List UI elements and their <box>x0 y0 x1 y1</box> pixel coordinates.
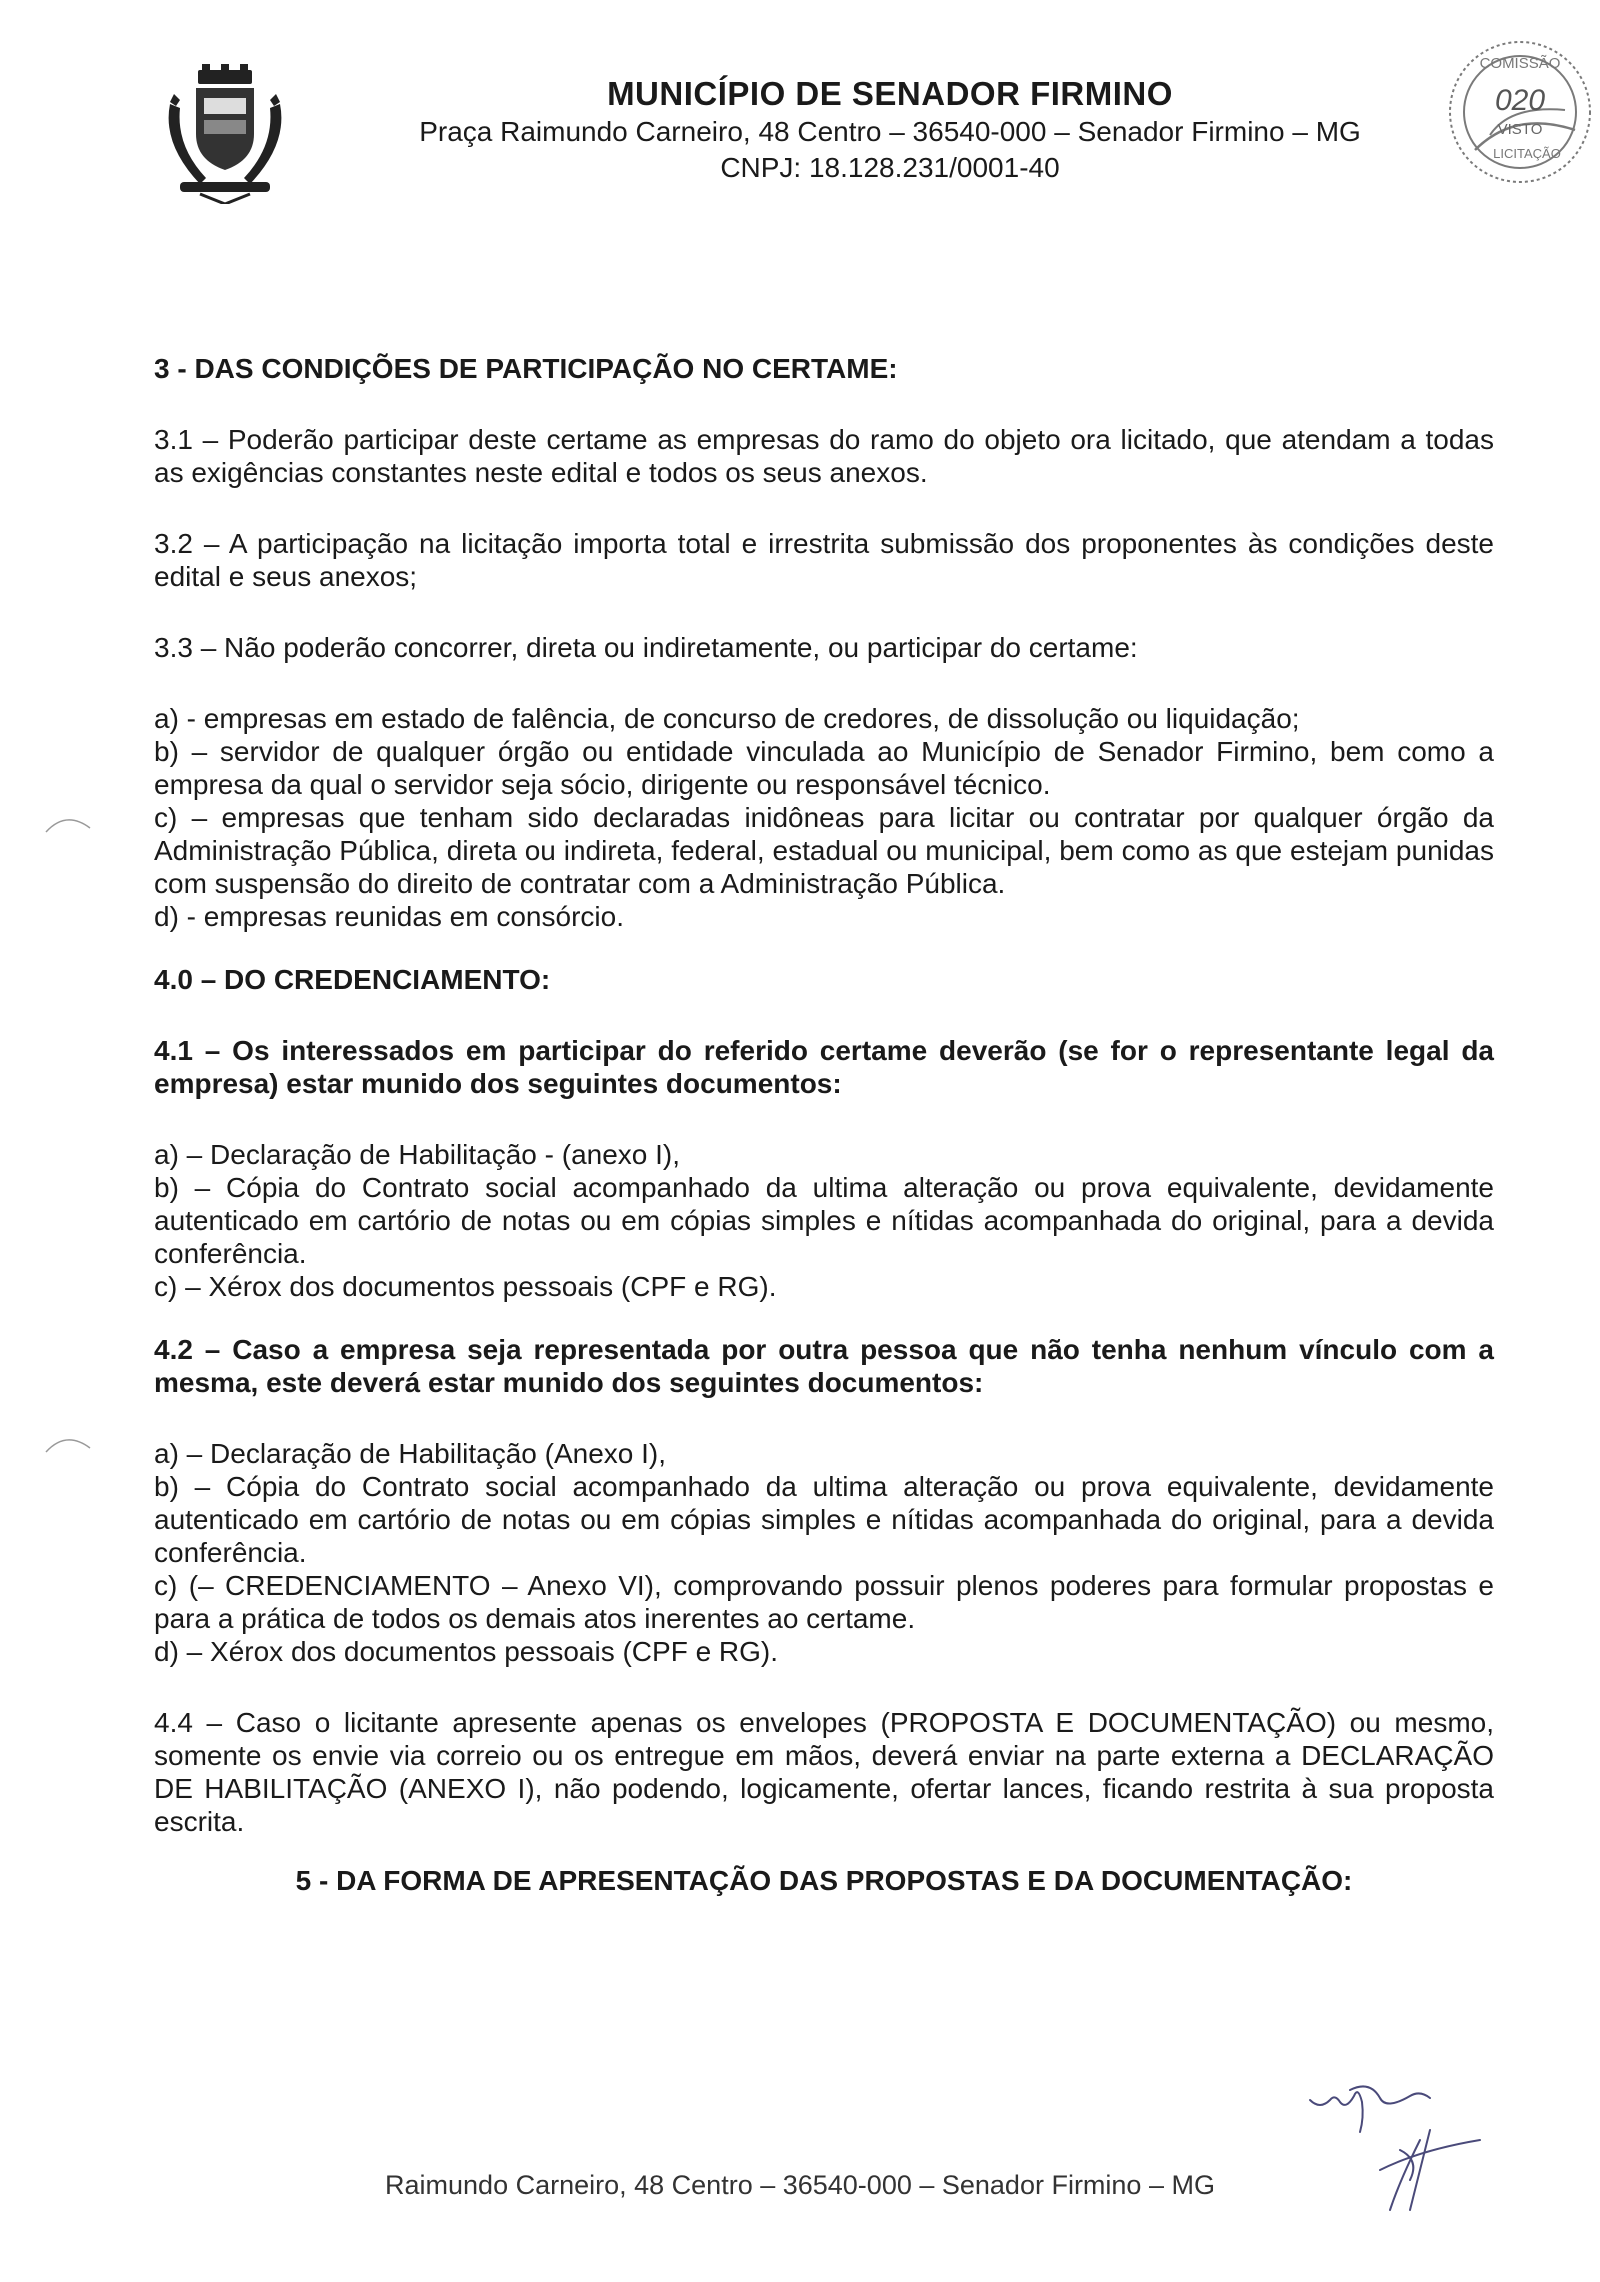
svg-text:LICITAÇÃO: LICITAÇÃO <box>1493 146 1561 161</box>
clause-4-1-b: b) – Cópia do Contrato social acompanhado da ultima alteração ou prova equivalente, devidamente autenticado em cartório de notas ou em cópias simples e nítidas acompanhada do original, para a devida conferência. <box>154 1172 1494 1269</box>
clause-4-2-b: b) – Cópia do Contrato social acompanhado da ultima alteração ou prova equivalente, devidamente autenticado em cartório de notas ou em cópias simples e nítidas acompanhada do original, para a devida conferência. <box>154 1471 1494 1568</box>
clause-4-2-c: c) (– CREDENCIAMENTO – Anexo VI), comprovando possuir plenos poderes para formular propostas e para a prática de todos os demais atos inerentes ao certame. <box>154 1570 1494 1634</box>
municipality-cnpj: CNPJ: 18.128.231/0001-40 <box>720 152 1060 183</box>
clause-4-1-c: c) – Xérox dos documentos pessoais (CPF e RG). <box>154 1271 777 1302</box>
clause-3-3-d: d) - empresas reunidas em consórcio. <box>154 901 624 932</box>
section-3-title: 3 - DAS CONDIÇÕES DE PARTICIPAÇÃO NO CERTAME: <box>154 353 898 384</box>
municipal-coat-of-arms-icon <box>160 64 290 204</box>
svg-text:020: 020 <box>1494 84 1546 117</box>
svg-text:VISTO: VISTO <box>1497 121 1543 138</box>
clause-3-3-a: a) - empresas em estado de falência, de concurso de credores, de dissolução ou liquidação; <box>154 703 1300 734</box>
clause-4-2-d: d) – Xérox dos documentos pessoais (CPF e RG). <box>154 1636 779 1667</box>
clause-3-3-c: c) – empresas que tenham sido declaradas inidôneas para licitar ou contratar por qualquer órgão da Administração Pública, direta ou indireta, federal, estadual ou municipal, bem como as que estejam punidas com suspensão do direito de contratar com a Administração Pública. <box>154 802 1494 899</box>
section-5-title: 5 - DA FORMA DE APRESENTAÇÃO DAS PROPOSTAS E DA DOCUMENTAÇÃO: <box>295 1865 1353 1896</box>
page-footer: Raimundo Carneiro, 48 Centro – 36540-000 – Senador Firmino – MG <box>385 2170 1215 2200</box>
clause-3-3-b: b) – servidor de qualquer órgão ou entidade vinculada ao Município de Senador Firmino, bem como a empresa da qual o servidor seja sócio, dirigente ou responsável técnico. <box>154 736 1494 800</box>
clause-4-2-a: a) – Declaração de Habilitação (Anexo I), <box>154 1438 667 1469</box>
municipality-title: MUNICÍPIO DE SENADOR FIRMINO <box>607 75 1173 112</box>
letterhead <box>160 64 1440 214</box>
clause-3-2: 3.2 – A participação na licitação importa total e irrestrita submissão dos proponentes às condições deste edital e seus anexos; <box>154 528 1494 592</box>
clause-3-3: 3.3 – Não poderão concorrer, direta ou indiretamente, ou participar do certame: <box>154 632 1138 663</box>
clause-4-1: 4.1 – Os interessados em participar do referido certame deverão (se for o representante legal da empresa) estar munido dos seguintes documentos: <box>154 1035 1494 1099</box>
section-4-title: 4.0 – DO CREDENCIAMENTO: <box>154 964 551 995</box>
clause-4-2: 4.2 – Caso a empresa seja representada por outra pessoa que não tenha nenhum vínculo com a mesma, este deverá estar munido dos seguintes documentos: <box>154 1334 1494 1398</box>
clause-4-4: 4.4 – Caso o licitante apresente apenas os envelopes (PROPOSTA E DOCUMENTAÇÃO) ou mesmo, somente os envie via correio ou os entregue em mãos, deverá enviar na parte externa a DECLARAÇÃO DE HABILITAÇÃO (ANEXO I), não podendo, logicamente, ofertar lances, ficando restrita à sua proposta escrita. <box>154 1707 1494 1837</box>
punch-mark <box>44 806 94 836</box>
edital-body <box>154 352 1494 1897</box>
punch-mark <box>44 1426 94 1456</box>
commission-stamp <box>1435 30 1595 200</box>
municipality-address: Praça Raimundo Carneiro, 48 Centro – 36540-000 – Senador Firmino – MG <box>419 116 1361 147</box>
svg-text:COMISSÃO: COMISSÃO <box>1479 55 1561 72</box>
clause-3-1: 3.1 – Poderão participar deste certame as empresas do ramo do objeto ora licitado, que atendam a todas as exigências constantes neste edital e todos os seus anexos. <box>154 424 1494 488</box>
clause-4-1-a: a) – Declaração de Habilitação - (anexo I), <box>154 1139 681 1170</box>
